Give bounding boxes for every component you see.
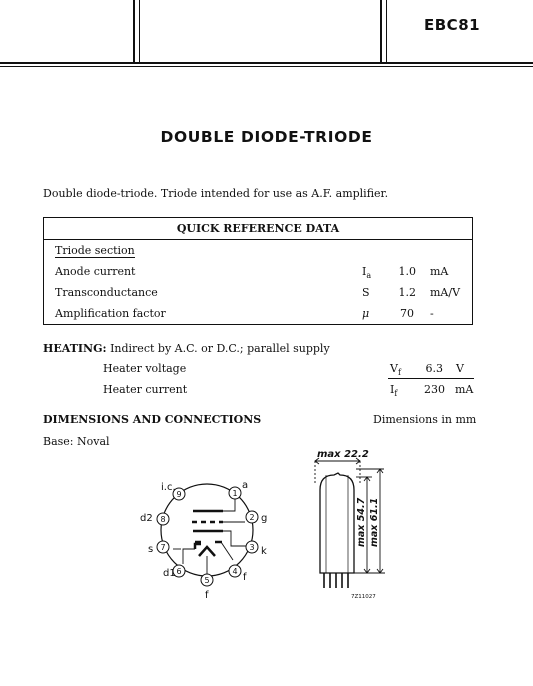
max-seated-height-label: max 54.7 [356, 497, 367, 547]
amplification-factor-label: Amplification factor [55, 307, 166, 320]
pin-number-5: 5 [204, 576, 210, 585]
pin-label-9: i.c. [161, 482, 176, 493]
quick-reference-heading: QUICK REFERENCE DATA [44, 218, 472, 240]
heater-rule [388, 378, 474, 379]
transconductance-label: Transconductance [55, 286, 158, 299]
amplification-factor-unit: - [430, 307, 434, 320]
pin-number-2: 2 [249, 513, 255, 522]
heater-current-unit: mA [455, 383, 474, 396]
transconductance-value: 1.2 [398, 286, 416, 299]
description: Double diode-triode. Triode intended for use as A.F. amplifier. [43, 187, 389, 200]
anode-current-label: Anode current [55, 265, 136, 278]
heating-text: Indirect by A.C. or D.C.; parallel supply [110, 342, 330, 355]
heater-current-symbol: $I_f$ [390, 383, 398, 399]
pin-number-8: 8 [160, 515, 166, 524]
lead-wires [173, 498, 249, 574]
heater-current-value: 230 [424, 383, 445, 396]
page-title: DOUBLE DIODE-TRIODE [160, 128, 373, 146]
header-divider-4 [386, 0, 387, 63]
header-divider-2 [139, 0, 140, 63]
dimensions-units-note: Dimensions in mm [373, 413, 477, 426]
heating-line [43, 342, 330, 355]
pin-label-1: a [242, 480, 249, 491]
anode-current-symbol: $I_a$ [362, 265, 372, 281]
transconductance-unit: mA/V [430, 286, 461, 299]
amplification-factor-value: 70 [400, 307, 414, 320]
electrode-symbols [192, 511, 223, 556]
heater-voltage-unit: V [456, 362, 464, 375]
quick-reference-table [43, 217, 473, 325]
header-rule-bottom [0, 66, 533, 67]
heater-voltage-value: 6.3 [425, 362, 443, 375]
anode-current-value: 1.0 [398, 265, 416, 278]
max-diameter-label: max 22.2 [317, 449, 369, 460]
header-divider-1 [133, 0, 135, 63]
tube-outline-drawing [300, 445, 410, 605]
pin-label-4: f [243, 572, 247, 583]
drawing-reference: 7Z11027 [351, 594, 376, 600]
anode-current-unit: mA [430, 265, 449, 278]
type-code: EBC81 [424, 16, 481, 34]
pin-label-7: s [148, 544, 154, 555]
dimensions-heading: DIMENSIONS AND CONNECTIONS [43, 413, 262, 426]
pin-number-7: 7 [160, 543, 166, 552]
pin-number-1: 1 [232, 489, 238, 498]
pin-label-5: f [205, 590, 209, 601]
pin-label-6: d1 [163, 568, 176, 579]
pin-label-8: d2 [140, 513, 153, 524]
pin-number-3: 3 [249, 543, 255, 552]
heater-voltage-symbol: $V_f$ [390, 362, 401, 378]
base-type: Base: Noval [43, 435, 110, 448]
heating-label: HEATING: [43, 342, 107, 355]
pin-number-6: 6 [176, 567, 182, 576]
heater-voltage-label: Heater voltage [103, 362, 187, 375]
amplification-factor-symbol: μ [362, 307, 370, 320]
glass-envelope [320, 473, 354, 573]
pin-number-9: 9 [176, 490, 182, 499]
pin-label-2: g [261, 513, 268, 524]
header-divider-3 [380, 0, 382, 63]
pin-connection-diagram [135, 470, 275, 605]
heater-current-label: Heater current [103, 383, 188, 396]
max-overall-height-label: max 61.1 [369, 497, 380, 547]
header-rule-top [0, 62, 533, 64]
pin-number-4: 4 [232, 567, 238, 576]
triode-section-label: Triode section [55, 244, 135, 257]
pin-label-3: k [261, 546, 267, 557]
transconductance-symbol: S [362, 286, 370, 299]
